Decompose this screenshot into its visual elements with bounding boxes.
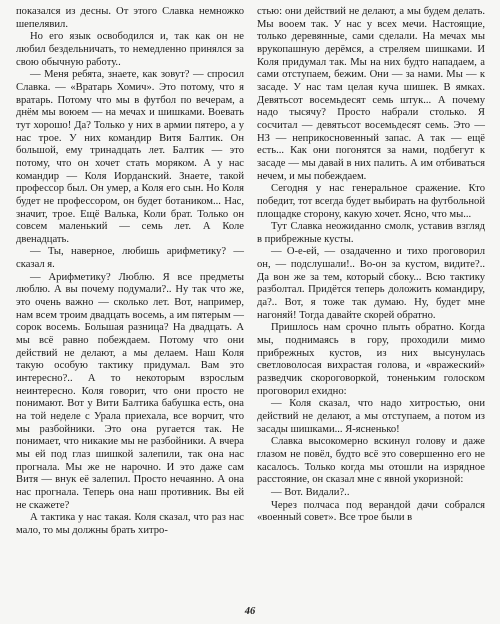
paragraph: Тут Славка неожиданно смолк, уставив взгляд в прибрежные кусты.	[257, 221, 485, 245]
paragraph: Сегодня у нас генеральное сражение. Кто победит, тот всегда будет выбирать на футбольной площадке сторону, какую хочет. Ясно, что мы...	[257, 183, 485, 220]
paragraph: показался из десны. От этого Славка немножко шепелявил.	[16, 6, 244, 30]
paragraph: — Вот. Видали?..	[271, 486, 350, 498]
left-column	[16, 6, 244, 538]
paragraph: Через полчаса под верандой дачи собрался «военный совет». Все трое были в	[257, 499, 485, 524]
paragraph: — Меня ребята, знаете, как зовут? — спросил Славка. — «Вратарь Хомич». Это потому, что я вратарь. Потому что мы в футбол по вечерам, а днём мы воюем — на мечах и шишками. Воевать тут хорошо! Да? Только у них в армии пятеро, а у нас трое. У них командир Витя Балтик. Он большой, ему тринадцать лет. Балтик — это потому, что он хочет стать моряком. А у нас командир — Коля Иорданский. Знаете, такой профессор был. Он умер, а Коля его сын. Но Коля будет не профессором, он будет ботаником... Нас, значит, трое. Ещё Валька, Коли брат. Только он совсем маленький — семь лет. А Коле двенадцать.	[16, 69, 244, 245]
page-number: 46	[244, 606, 256, 617]
paragraph: стью: они действий не делают, а мы будем делать. Мы вооем так. У нас у всех мечи. Настоящие, только деревянные, сами сделали. На мечах мы врукопашную дерёмся, а стреляем шишками. И Коля придумал так. Мы на них будто нападаем, а сами отступаем, бежим. Они — за нами. Мы — к засаде. У нас там целая куча шишек. В ямках. Девятьсот восемьдесят семь штук... А почему надо тысячу? Просто набрали столько. Я сосчитал — девятьсот восемьдесят семь. Это — НЗ — неприкосновенный запас. А так — ещё есть... Как они погонятся за нами, подбегут к засаде — мы давай в них палить. А им отбиваться нечем, и мы побеждаем.	[257, 6, 485, 182]
right-column	[257, 6, 485, 525]
paragraph: А тактика у нас такая. Коля сказал, что раз нас мало, то мы должны брать хитро-	[16, 512, 244, 536]
paragraph: Но его язык освободился и, так как он не любил бездельничать, то немедленно принялся за свою обычную работу..	[16, 31, 244, 68]
paragraph: — Коля сказал, что надо хитростью, они действий не делают, а мы отступаем, а потом из засады шишками... Я-ясненько!	[257, 398, 485, 435]
paragraph: Пришлось нам срочно плыть обратно. Когда мы, поднимаясь в гору, проходили мимо прибрежных кустов, из них высунулась светловолосая вихрастая голова, и «вражеский» разведчик скороговоркой, тоненьким голоском проговорил ехидно:	[257, 322, 485, 397]
paragraph: — О-е-ей, — озадаченно и тихо проговорил он, — подслушали!.. Во-он за кустом, видите?.. Да вон же за тем, который сбоку... Всю тактику разболтал. Придётся теперь доложить командиру, да?.. Вот, я тоже так думаю. Ну, будет мне нагоняй! Тогда давайте скорей обратно.	[257, 246, 485, 321]
paragraph: — Ты, наверное, любишь арифметику? — сказал я.	[16, 246, 244, 271]
paragraph: Славка высокомерно вскинул голову и даже глазом не повёл, будто всё это совершенно его не касалось. Только когда мы отошли на изрядное расстояние, он сказал мне с явной укоризной:	[257, 436, 485, 486]
paragraph: — Арифметику? Люблю. Я все предметы люблю. А вы почему подумали?.. Ну так что же, это очень важно — сколько лет. Вот, например, нам всем троим двадцать восемь, а им пятерым — сорок восемь. Большая разница? На двадцать. А мы всё равно побеждаем. Потому что они действий не делают, а мы делаем. Наш Коля такую особую тактику придумал. Вам это интересно?.. А то некоторым взрослым неинтересно. Коля говорит, что они просто не понимают. Вот у Вити Балтика бабушка есть, она на той неделе с Урала приехала, все ворчит, что мы разбойники. Это она ругается так. Не понимает, что никакие мы не разбойники. А вчера мы ей под глаз шишкой залепили, так она нас прогнала. Мы же не нарочно. И это даже сам Витя — внук её залепил. Просто нечаянно. А она нас прогнала. Теперь она наш противник. Вы ей не скажете?	[16, 271, 244, 511]
